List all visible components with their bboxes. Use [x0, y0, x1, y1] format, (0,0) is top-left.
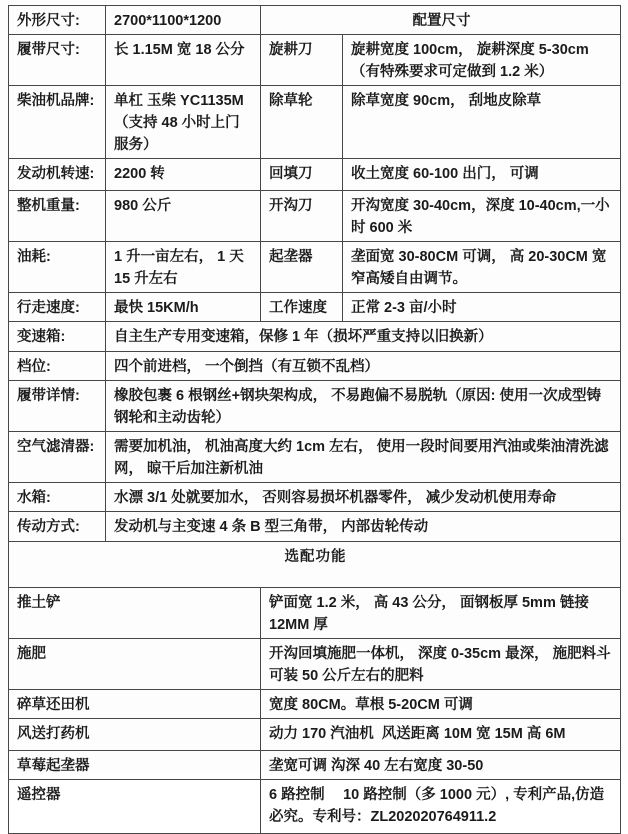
config-label-cell: 开沟刀 — [261, 191, 343, 242]
spec-value-cell: 长 1.15M 宽 18 公分 — [106, 35, 261, 86]
spec-value-cell: 水漂 3/1 处就要加水， 否则容易损坏机器零件， 减少发动机使用寿命 — [106, 483, 621, 512]
table-row — [9, 512, 621, 542]
table-row — [9, 242, 621, 293]
spec-value-cell: 自主生产专用变速箱，保修 1 年（损坏严重支持以旧换新） — [106, 322, 621, 352]
config-label-cell: 工作速度 — [261, 293, 343, 322]
table-row — [9, 6, 621, 35]
config-label-cell: 除草轮 — [261, 86, 343, 159]
table-row — [9, 751, 621, 780]
config-value-cell: 正常 2-3 亩/小时 — [343, 293, 621, 322]
spec-label-cell: 水箱: — [9, 483, 106, 512]
table-row — [9, 191, 621, 242]
spec-label-cell: 油耗: — [9, 242, 106, 293]
config-label-cell: 起垄器 — [261, 242, 343, 293]
table-row — [9, 293, 621, 322]
table-row — [9, 639, 621, 690]
option-label-cell: 施肥 — [9, 639, 261, 690]
spec-value-cell: 发动机与主变速 4 条 B 型三角带， 内部齿轮传动 — [106, 512, 621, 542]
spec-label-cell: 柴油机品牌: — [9, 86, 106, 159]
table-row — [9, 588, 621, 639]
option-value-cell: 宽度 80CM。草根 5-20CM 可调 — [261, 690, 621, 719]
spec-value-cell: 1 升一亩左右， 1 天 15 升左右 — [106, 242, 261, 293]
spec-label-cell: 外形尺寸: — [9, 6, 106, 35]
option-label-cell: 碎草还田机 — [9, 690, 261, 719]
spec-value-cell: 2200 转 — [106, 159, 261, 191]
option-value-cell: 6 路控制 10 路控制（多 1000 元）, 专利产品,仿造必究。专利号：ZL202020764911.2 — [261, 780, 621, 834]
config-value-cell: 垄面宽 30-80CM 可调， 高 20-30CM 宽窄高矮自由调节。 — [343, 242, 621, 293]
table-row — [9, 690, 621, 719]
table-row — [9, 322, 621, 352]
option-value-cell: 开沟回填施肥一体机， 深度 0-35cm 最深， 施肥料斗可装 50 公斤左右的肥料 — [261, 639, 621, 690]
table-row — [9, 483, 621, 512]
spec-value-cell: 橡胶包裹 6 根钢丝+钢块架构成， 不易跑偏不易脱轨（原因: 使用一次成型铸钢轮和主动齿轮） — [106, 381, 621, 432]
option-value-cell: 垄宽可调 沟深 40 左右宽度 30-50 — [261, 751, 621, 780]
config-label-cell: 旋耕刀 — [261, 35, 343, 86]
table-row — [9, 780, 621, 834]
spec-value-cell: 2700*1100*1200 — [106, 6, 261, 35]
option-label-cell: 草莓起垄器 — [9, 751, 261, 780]
options-section-title: 选配功能 — [9, 542, 621, 588]
spec-label-cell: 变速箱: — [9, 322, 106, 352]
option-label-cell: 推土铲 — [9, 588, 261, 639]
config-value-cell: 收土宽度 60-100 出门， 可调 — [343, 159, 621, 191]
config-section-header: 配置尺寸 — [261, 6, 621, 35]
option-label-cell: 风送打药机 — [9, 719, 261, 751]
config-label-cell: 回填刀 — [261, 159, 343, 191]
spec-table — [8, 5, 621, 834]
spec-label-cell: 履带尺寸: — [9, 35, 106, 86]
option-value-cell: 动力 170 汽油机 风送距离 10M 宽 15M 高 6M — [261, 719, 621, 751]
spec-label-cell: 整机重量: — [9, 191, 106, 242]
table-row — [9, 35, 621, 86]
spec-value-cell: 四个前进档， 一个倒挡（有互锁不乱档） — [106, 352, 621, 381]
spec-label-cell: 行走速度: — [9, 293, 106, 322]
spec-label-cell: 档位: — [9, 352, 106, 381]
option-label-cell: 遥控器 — [9, 780, 261, 834]
table-row — [9, 381, 621, 432]
spec-value-cell: 980 公斤 — [106, 191, 261, 242]
table-row — [9, 542, 621, 588]
table-row — [9, 352, 621, 381]
config-value-cell: 开沟宽度 30-40cm，深度 10-40cm,一小时 600 米 — [343, 191, 621, 242]
spec-label-cell: 履带详情: — [9, 381, 106, 432]
spec-label-cell: 传动方式: — [9, 512, 106, 542]
table-row — [9, 432, 621, 483]
option-value-cell: 铲面宽 1.2 米， 高 43 公分， 面钢板厚 5mm 链接 12MM 厚 — [261, 588, 621, 639]
table-row — [9, 159, 621, 191]
table-row — [9, 719, 621, 751]
spec-value-cell: 最快 15KM/h — [106, 293, 261, 322]
config-value-cell: 除草宽度 90cm， 刮地皮除草 — [343, 86, 621, 159]
spec-label-cell: 空气滤清器: — [9, 432, 106, 483]
spec-value-cell: 单杠 玉柴 YC1135M （支持 48 小时上门服务） — [106, 86, 261, 159]
table-row — [9, 86, 621, 159]
config-value-cell: 旋耕宽度 100cm， 旋耕深度 5-30cm（有特殊要求可定做到 1.2 米） — [343, 35, 621, 86]
spec-value-cell: 需要加机油， 机油高度大约 1cm 左右， 使用一段时间要用汽油或柴油清洗滤网， 晾干后加注新机油 — [106, 432, 621, 483]
spec-label-cell: 发动机转速: — [9, 159, 106, 191]
